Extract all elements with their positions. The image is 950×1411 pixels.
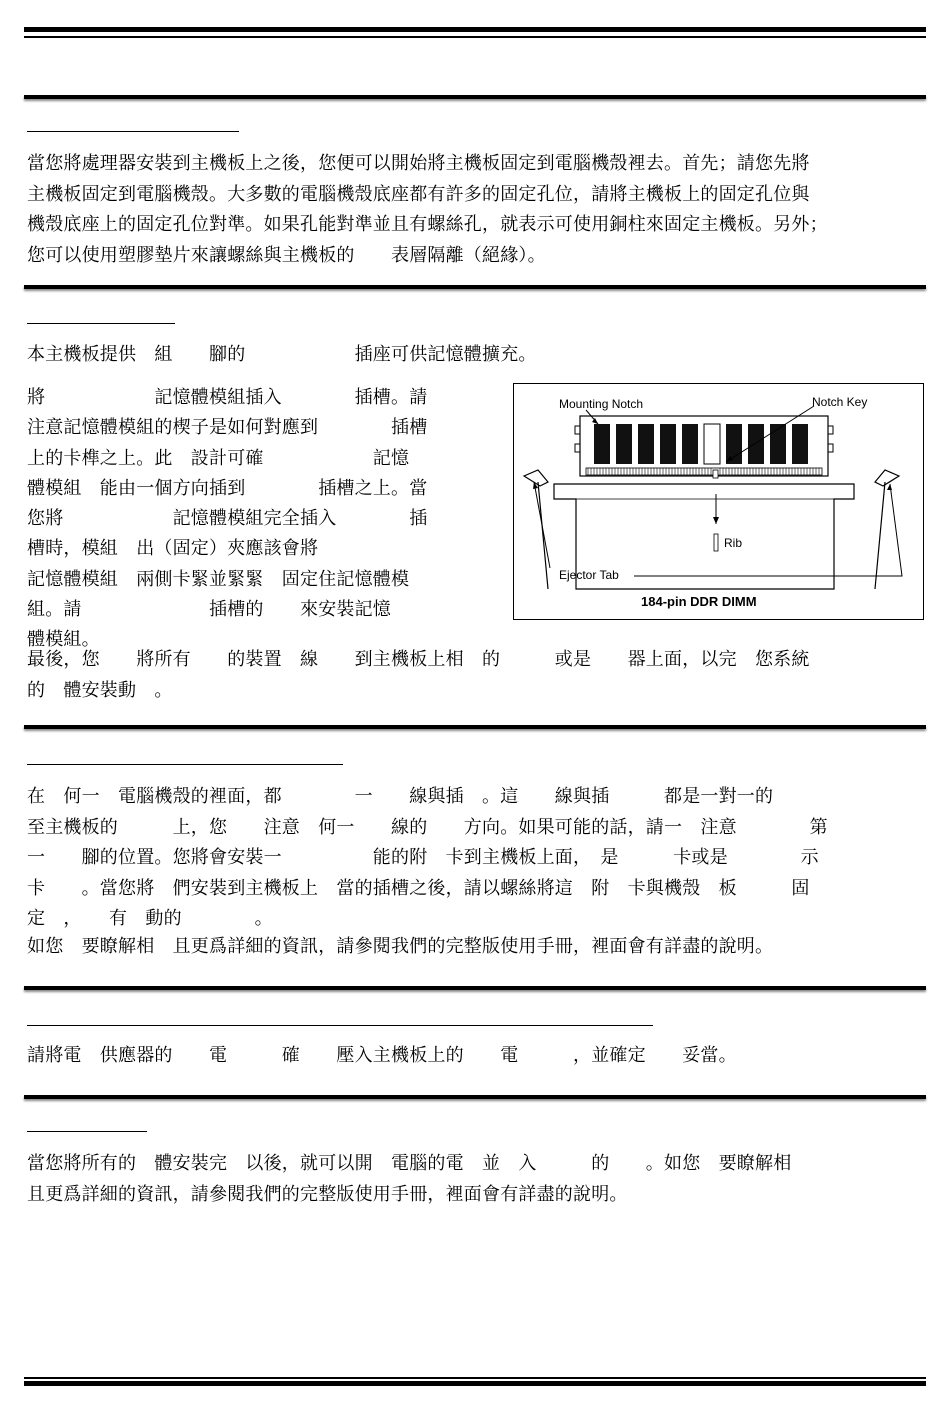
section-heading-underline: [27, 1025, 653, 1026]
notch-key-label: Notch Key: [812, 395, 868, 409]
expansion-card-paragraph: 在 何一 電腦機殼的裡面，都 一 線與插 。這 線與插 都是一對一的 至主機板的 上，您 注意 何一 線的 方向。如果可能的話，請一 注意 第 一 腳的位置。您將會安裝一 能的附 卡到主機板上面， 是 卡或是 示 卡 。當您將 們安裝到主機板上 當的插槽之後，請以螺絲將這 附 卡與機殼 板 固 定 ， 有 動的 。: [27, 786, 828, 929]
section-heading-underline: [27, 323, 175, 324]
mounting-notch-label: Mounting Notch: [559, 397, 644, 411]
section-heading-underline: [27, 764, 343, 765]
right-ejector-tab: [875, 470, 899, 486]
dimm-module: [575, 416, 833, 478]
memory-intro-paragraph: 本主機板提供 組 腳的 插座可供記憶體擴充。: [27, 344, 537, 365]
ejector-tab-label: Ejector Tab: [559, 568, 619, 582]
page-bottom-rule: [24, 1381, 926, 1386]
page-bottom-rule-thin: [24, 1377, 926, 1379]
dimm-diagram: [514, 384, 923, 619]
section-divider: [24, 95, 926, 99]
page-top-rule-thin: [24, 36, 926, 38]
section-divider: [24, 986, 926, 990]
section-divider: [24, 285, 926, 289]
more-info-paragraph: 如您 要瞭解相 且更爲詳細的資訊，請參閱我們的完整版使用手冊，裡面會有詳盡的說明。: [27, 936, 774, 957]
power-on-paragraph: 當您將所有的 體安裝完 以後，就可以開 電腦的電 並 入 的 。如您 要瞭解相 且更爲詳細的資訊，請參閱我們的完整版使用手冊，裡面會有詳盡的說明。: [27, 1153, 792, 1205]
section-divider: [24, 1095, 926, 1099]
rib-label: Rib: [724, 536, 743, 550]
memory-outro-paragraph: 最後，您 將所有 的裝置 線 到主機板上相 的 或是 器上面，以完 您系統 的 體安裝動 。: [27, 649, 810, 701]
ddr-dimm-figure: [513, 383, 924, 620]
install-motherboard-paragraph: 當您將處理器安裝到主機板上之後，您便可以開始將主機板固定到電腦機殼裡去。首先；請您先將 主機板固定到電腦機殼。大多數的電腦機殼底座都有許多的固定孔位，請將主機板上的固定孔位與 機殼底座上的固定孔位對準。如果孔能對準並且有螺絲孔，就表示可使用銅柱來固定主機板。另外； 您可以使用塑膠墊片來讓螺絲與主機板的 表層隔離（絕緣）。: [27, 153, 828, 266]
page-top-rule: [24, 27, 926, 32]
section-heading-underline: [27, 1131, 147, 1132]
figure-title: 184-pin DDR DIMM: [641, 594, 757, 609]
memory-install-paragraph: 將 記憶體模組插入 插槽。請 注意記憶體模組的楔子是如何對應到 插槽 上的卡榫之上。此 設計可確 記憶 體模組 能由一個方向插到 插槽之上。當 您將 記憶體模組完全插入 插 槽時，模組 出（固定）夾應該會將 記憶體模組 兩側卡緊並緊緊 固定住記憶體模 組。請 插槽的 來安裝記憶 體模組。: [27, 387, 428, 651]
left-ejector-tab: [524, 470, 548, 486]
power-connector-paragraph: 請將電 供應器的 電 確 壓入主機板上的 電 ，並確定 妥當。: [27, 1045, 737, 1066]
section-divider: [24, 725, 926, 729]
section-heading-underline: [27, 131, 239, 132]
